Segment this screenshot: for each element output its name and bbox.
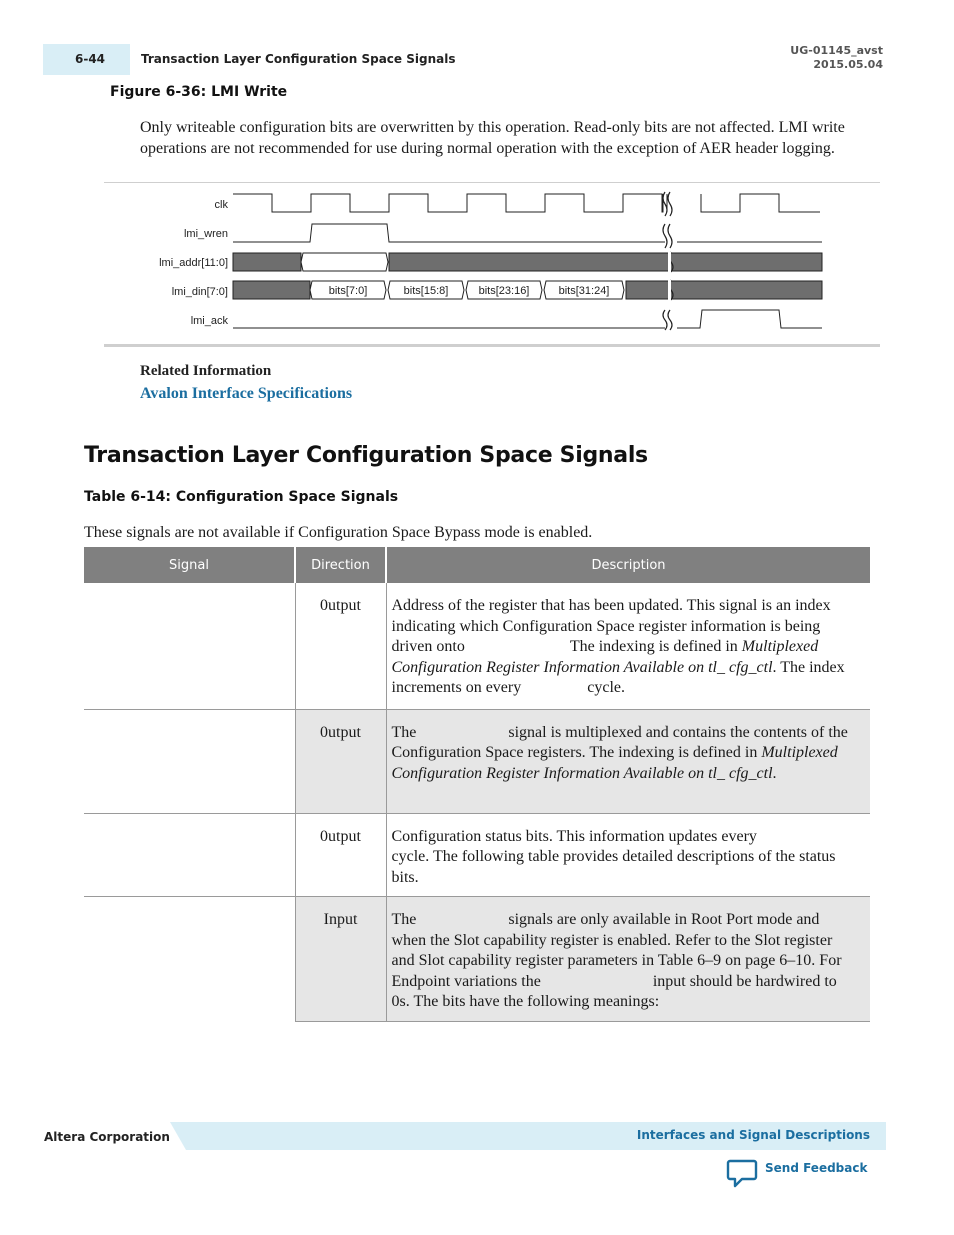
- direction-cell: 0utput: [295, 583, 386, 709]
- clk-trace: [233, 194, 663, 212]
- lmi-addr-valid: [301, 253, 388, 271]
- signal-label-lmi-ack: lmi_ack: [190, 315, 228, 327]
- lmi-din-invalid-1: [233, 281, 310, 299]
- config-space-signals-table: [84, 547, 870, 1022]
- signal-cell: [84, 583, 295, 709]
- related-info-title: Related Information: [140, 363, 272, 379]
- section-title: Transaction Layer Configuration Space Signals: [84, 443, 648, 468]
- table-header-row: [84, 547, 870, 583]
- doc-date: 2015.05.04: [813, 58, 883, 71]
- doc-id: UG-01145_avst: [790, 44, 883, 57]
- signal-cell: [84, 897, 295, 1022]
- lmi-write-waveform: [140, 186, 840, 338]
- table-title: Table 6-14: Configuration Space Signals: [84, 489, 399, 505]
- lmi-din-invalid-2: [626, 281, 822, 299]
- send-feedback-link[interactable]: Send Feedback: [765, 1161, 868, 1175]
- header-title: Transaction Layer Configuration Space Signals: [141, 52, 456, 66]
- signal-label-lmi-wren: lmi_wren: [183, 228, 228, 240]
- signal-label-lmi-din: lmi_din[7:0]: [171, 286, 228, 298]
- table-row: [84, 709, 870, 813]
- description-cell: Address of the register that has been updated. This signal is an index indicating which Configuration Space register information is being driven onto The indexing is defined in Multiplexed Configuration Register Information Available on tl_ cfg_ctl. The index increments on every cycle.: [386, 583, 870, 709]
- table-row: [84, 897, 870, 1022]
- din-label-2: bits[23:16]: [478, 285, 530, 297]
- direction-cell: 0utput: [295, 709, 386, 813]
- feedback-icon[interactable]: [726, 1158, 758, 1188]
- figure-top-rule: [104, 182, 880, 183]
- doc-info: [790, 44, 883, 72]
- lmi-addr-invalid-2: [389, 253, 822, 271]
- lmi-ack-trace: [233, 310, 822, 328]
- avalon-spec-link[interactable]: Avalon Interface Specifications: [140, 385, 353, 402]
- footer-company: Altera Corporation: [44, 1130, 170, 1144]
- figure-bottom-rule: [104, 344, 880, 347]
- lmi-wren-trace: [233, 224, 822, 242]
- din-label-3: bits[31:24]: [558, 285, 610, 297]
- description-cell: Configuration status bits. This information updates everycycle. The following table provides detailed descriptions of the status bits.: [386, 813, 870, 897]
- direction-cell: 0utput: [295, 813, 386, 897]
- table-row: [84, 813, 870, 897]
- column-header-signal: Signal: [84, 547, 295, 583]
- signal-label-lmi-addr: lmi_addr[11:0]: [159, 257, 228, 269]
- description-cell: The signal is multiplexed and contains the contents of the Configuration Space registers. The indexing is defined in Multiplexed Configuration Register Information Available on tl_ cfg_ctl.: [386, 709, 870, 813]
- signal-cell: [84, 709, 295, 813]
- column-header-direction: Direction: [295, 547, 386, 583]
- page-number: 6-44: [75, 52, 106, 66]
- din-label-1: bits[15:8]: [403, 285, 449, 297]
- table-row: [84, 583, 870, 709]
- footer-section-link[interactable]: Interfaces and Signal Descriptions: [636, 1128, 870, 1142]
- description-cell: The signals are only available in Root Port mode and when the Slot capability register is enabled. Refer to the Slot register and Slot capability register parameters in Table 6–9 on page 6–10. For Endpoint variations the input should be hardwired to 0s. The bits have the following meanings:: [386, 897, 870, 1022]
- table-note: These signals are not available if Configuration Space Bypass mode is enabled.: [84, 524, 593, 541]
- din-label-0: bits[7:0]: [328, 285, 368, 297]
- signal-cell: [84, 813, 295, 897]
- figure-title: Figure 6-36: LMI Write: [110, 84, 288, 100]
- direction-cell: Input: [295, 897, 386, 1022]
- lmi-addr-invalid-1: [233, 253, 301, 271]
- signal-label-clk: clk: [214, 199, 228, 211]
- figure-description: Only writeable configuration bits are overwritten by this operation. Read-only bits are not affected. LMI write operations are not recommended for use during normal operation with the exception of AER header logging.: [140, 119, 845, 157]
- column-header-description: Description: [386, 547, 870, 583]
